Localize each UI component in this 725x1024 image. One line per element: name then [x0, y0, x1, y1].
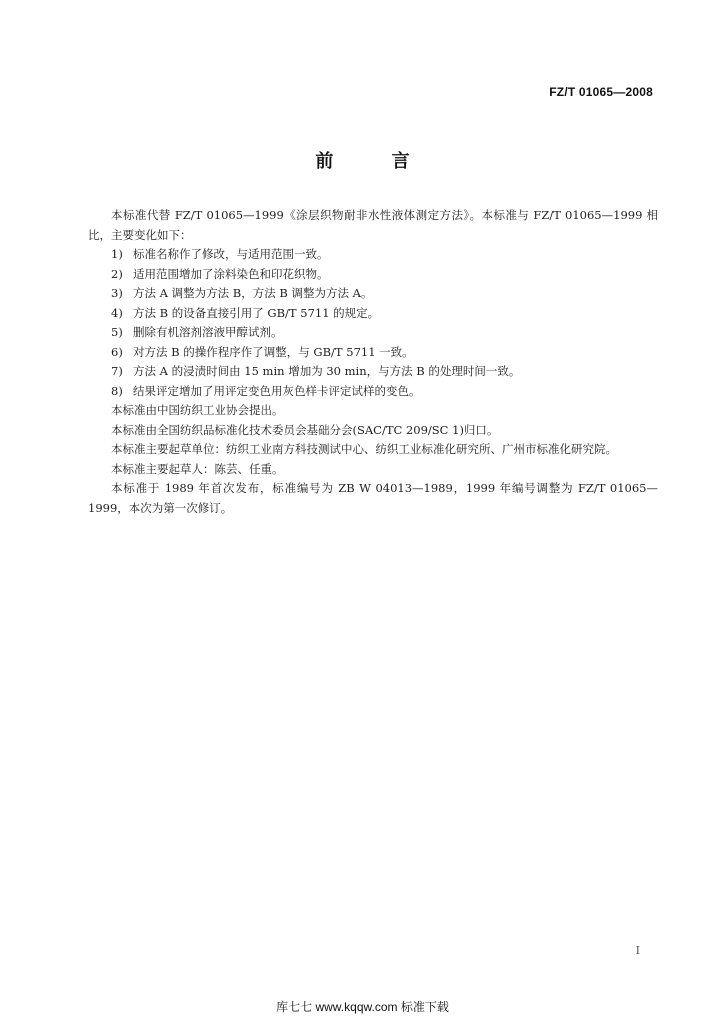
history-paragraph: 本标准于 1989 年首次发布，标准编号为 ZB W 04013—1989，1999 年编号调整为 FZ/T 01065—1999，本次为第一次修订。: [88, 481, 658, 515]
change-item-text: 删除有机溶剂溶液甲醇试剂。: [133, 325, 283, 339]
change-item: [88, 323, 658, 343]
change-item-text: 结果评定增加了用评定变色用灰色样卡评定试样的变色。: [133, 383, 421, 398]
footer-watermark: 库七七 www.kqqw.com 标准下载: [276, 1000, 449, 1014]
change-item-text: 方法 A 的浸渍时间由 15 min 增加为 30 min，与方法 B 的处理时间一致。: [133, 364, 521, 378]
change-item: [88, 382, 658, 402]
drafters-paragraph: 本标准主要起草人：陈芸、任重。: [111, 461, 284, 476]
change-item-number: 8): [111, 383, 123, 398]
proposed-by-paragraph: 本标准由中国纺织工业协会提出。: [111, 403, 284, 417]
change-item-number: 4): [111, 305, 123, 320]
change-item-text: 标准名称作了修改，与适用范围一致。: [133, 247, 329, 261]
change-item: [88, 343, 658, 363]
page-title: 前 言: [315, 151, 436, 172]
change-item-number: 1): [111, 247, 123, 261]
standard-number: FZ/T 01065—2008: [549, 85, 653, 99]
intro-paragraph: 本标准代替 FZ/T 01065—1999《涂层织物耐非水性液体测定方法》。本标准与 FZ/T 01065—1999 相比，主要变化如下：: [88, 208, 658, 242]
change-item-number: 5): [111, 325, 123, 339]
change-item: [88, 304, 658, 324]
change-item-number: 3): [111, 286, 123, 300]
change-item-text: 方法 A 调整为方法 B，方法 B 调整为方法 A。: [133, 286, 373, 300]
change-item-text: 适用范围增加了涂料染色和印花织物。: [133, 266, 329, 281]
change-item: [88, 284, 658, 304]
change-item-text: 对方法 B 的操作程序作了调整，与 GB/T 5711 一致。: [133, 344, 414, 359]
centralized-by-paragraph: 本标准由全国纺织品标准化技术委员会基础分会(SAC/TC 209/SC 1)归口。: [111, 422, 499, 437]
body-text: [88, 206, 658, 518]
change-item: [88, 362, 658, 382]
change-item-number: 6): [111, 344, 123, 359]
drafting-units-paragraph: 本标准主要起草单位：纺织工业南方科技测试中心、纺织工业标准化研究所、广州市标准化研究院。: [111, 442, 617, 456]
change-item-number: 2): [111, 266, 123, 281]
change-item-text: 方法 B 的设备直接引用了 GB/T 5711 的规定。: [133, 305, 380, 320]
change-item: [88, 265, 658, 285]
change-item-number: 7): [111, 364, 123, 378]
change-list: [88, 245, 658, 401]
page-number: I: [635, 944, 640, 957]
change-item: [88, 245, 658, 265]
